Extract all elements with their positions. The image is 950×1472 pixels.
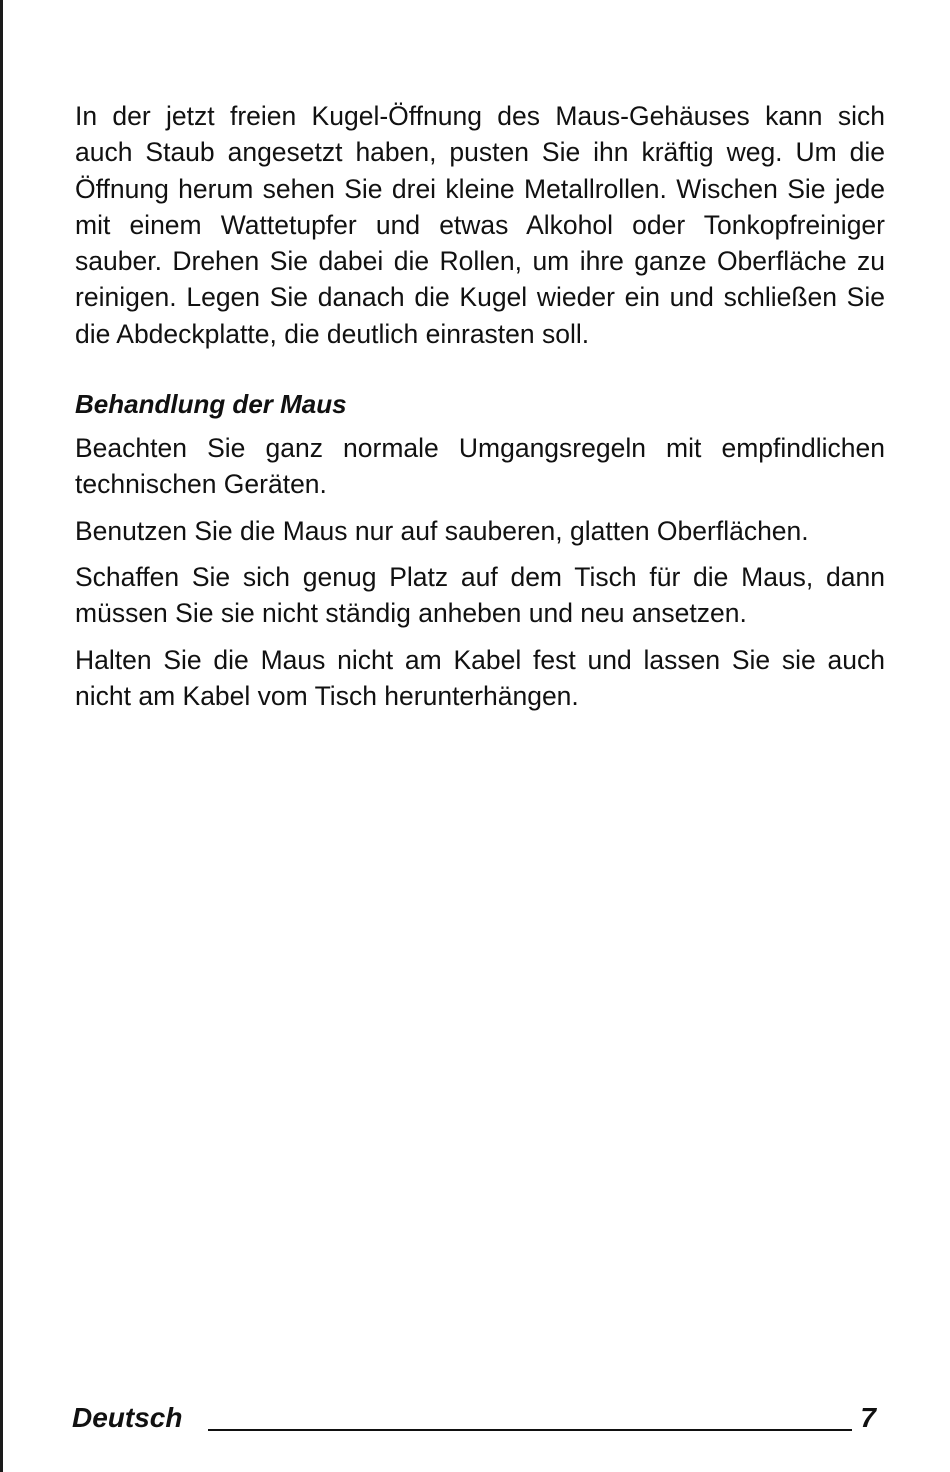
footer-rule	[208, 1429, 852, 1431]
section-paragraph: Schaffen Sie sich genug Platz auf dem Tisch für die Maus, dann müssen Sie sie nicht ständig anheben und neu ansetzen.	[75, 561, 885, 629]
page-footer	[72, 1400, 882, 1440]
intro-paragraph: In der jetzt freien Kugel-Öffnung des Maus-Gehäuses kann sich auch Staub angesetzt haben, pusten Sie ihn kräftig weg. Um die Öffnung herum sehen Sie drei kleine Metallrollen. Wischen Sie jede mit einem Wattetupfer und etwas Alkohol oder Tonkopfreiniger sauber. Drehen Sie dabei die Rollen, um ihre ganze Oberfläche zu reinigen. Legen Sie danach die Kugel wieder ein und schließen Sie die Abdeckplatte, die deutlich einrasten soll.	[75, 101, 885, 349]
section-paragraph: Beachten Sie ganz normale Umgangsregeln mit empfindlichen technischen Geräten.	[75, 433, 885, 500]
page-number: 7	[860, 1402, 876, 1433]
page-content	[75, 98, 885, 724]
section-heading: Behandlung der Maus	[75, 389, 347, 420]
footer-language-label: Deutsch	[72, 1402, 183, 1433]
page-edge	[0, 0, 3, 1472]
section-paragraph: Halten Sie die Maus nicht am Kabel fest und lassen Sie sie auch nicht am Kabel vom Tisch herunterhängen.	[75, 644, 885, 711]
section-paragraph: Benutzen Sie die Maus nur auf sauberen, glatten Oberflächen.	[75, 515, 809, 546]
